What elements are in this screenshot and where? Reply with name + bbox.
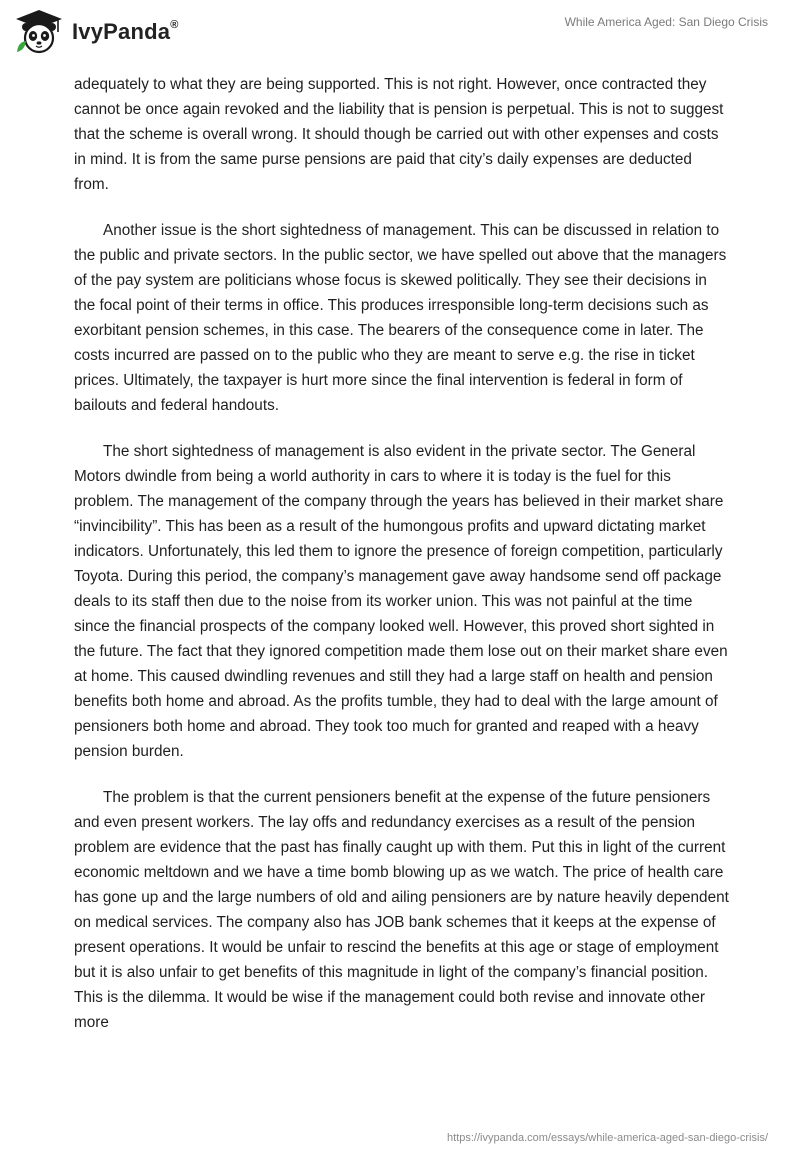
paragraph: Another issue is the short sightedness of management. This can be discussed in relation to the public and private sectors. In the public sector, we have spelled out above that the managers of the pay system are politicians whose focus is skewed politically. They see their decisions in the focal point of their terms in office. This produces irresponsible long-term decisions such as exorbitant pension schemes, in this case. The bearers of the consequence come in later. The costs incurred are passed on to the public who they are meant to serve e.g. the rise in ticket prices. Ultimately, the taxpayer is hurt more since the final intervention is federal in form of bailouts and federal handouts. bbox=[74, 222, 727, 414]
paragraph: The problem is that the current pensioners benefit at the expense of the future pensioners and even present workers. The lay offs and redundancy exercises as a result of the pension problem are evidence that the past has finally caught up with them. Put this in light of the current economic meltdown and we have a time bomb blowing up as we watch. The price of health care has gone up and the large numbers of old and ailing pensioners are by nature heavily dependent on medical services. The company also has JOB bank schemes that it keeps at the expense of present operations. It would be unfair to rescind the benefits at this age or stage of employment but it is also unfair to get benefits of this magnitude in light of the company’s financial position. This is the dilemma. It would be wise if the management could both revise and innovate other more bbox=[74, 789, 729, 1031]
source-url[interactable]: https://ivypanda.com/essays/while-america-aged-san-diego-crisis/ bbox=[447, 1132, 768, 1144]
essay-body bbox=[74, 72, 730, 1056]
document-title: While America Aged: San Diego Crisis bbox=[564, 15, 768, 29]
paragraph: adequately to what they are being supported. This is not right. However, once contracted they cannot be once again revoked and the liability that is pension is perpetual. This is not to suggest that the scheme is overall wrong. It should though be carried out with other expenses and costs in mind. It is from the same purse pensions are paid that city’s daily expenses are deducted from. bbox=[74, 76, 724, 193]
page-header bbox=[0, 0, 800, 64]
brand-name[interactable] bbox=[72, 19, 179, 45]
registered-mark: ® bbox=[170, 18, 179, 31]
paragraph: The short sightedness of management is also evident in the private sector. The General Motors dwindle from being a world authority in cars to where it is today is the fuel for this problem. The management of the company through the years has believed in their market share “invincibility”. This has been as a result of the humongous profits and upward dictating market indicators. Unfortunately, this led them to ignore the presence of foreign competition, particularly Toyota. During this period, the company’s management gave away handsome send off package deals to its staff then due to the noise from its worker union. This was not painful at the time since the financial prospects of the company looked well. However, this proved short sighted in the future. The fact that they ignored competition made them lose out on their market share even at home. This caused dwindling revenues and still they had a large staff on health and pension benefits both home and abroad. As the profits tumble, they had to deal with the large amount of pensioners both home and abroad. They took too much for granted and reaped with a heavy pension burden. bbox=[74, 443, 728, 760]
brand-name-text: IvyPanda bbox=[72, 19, 171, 44]
panda-logo-icon[interactable] bbox=[14, 8, 64, 54]
